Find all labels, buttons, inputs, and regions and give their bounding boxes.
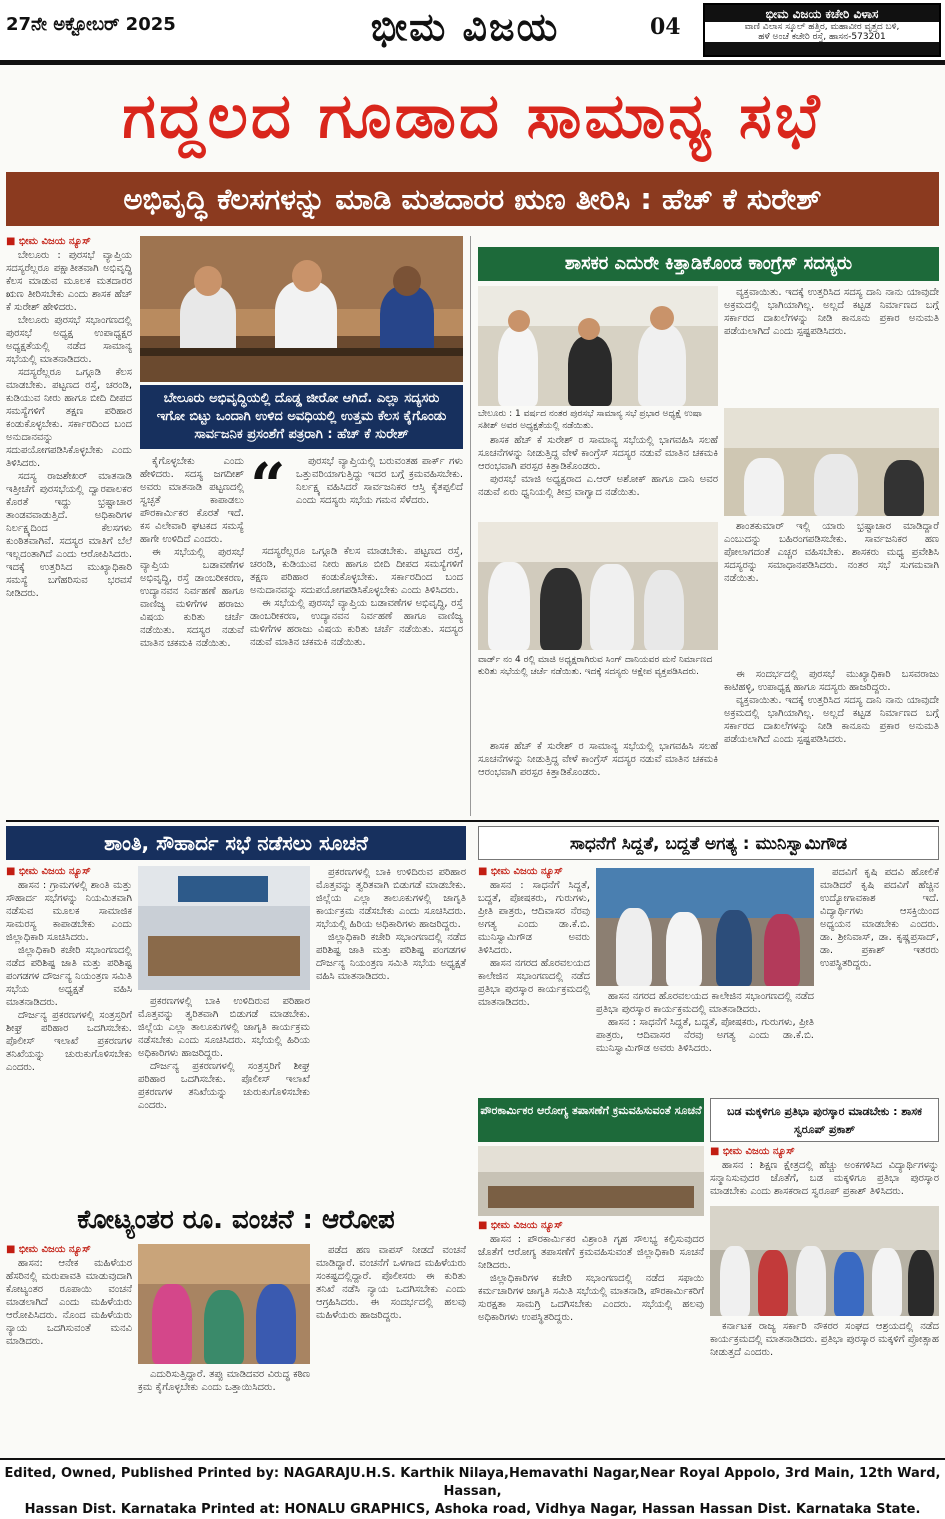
- story7-protest-photo: [138, 1244, 310, 1364]
- story3-para-2: ಜಿಲ್ಲಾಧಿಕಾರಿ ಕಚೇರಿ ಸಭಾಂಗಣದಲ್ಲಿ ನಡೆದ ಪರಿಶಿಷ್ಟ ಜಾತಿ ಮತ್ತು ಪರಿಶಿಷ್ಟ ಪಂಗಡಗಳ ದೌರ್ಜನ್ಯ ನಿಯಂತ್ರಣ ಸಮಿತಿ ಸಭೆಯ ಅಧ್ಯಕ್ಷತೆ ವಹಿಸಿ ಮಾತನಾಡಿದರು.: [6, 945, 132, 1008]
- story6-para-2: ಕರ್ನಾಟಕ ರಾಜ್ಯ ಸರ್ಕಾರಿ ನೌಕರರ ಸಂಘದ ಆಶ್ರಯದಲ್ಲಿ ನಡೆದ ಕಾರ್ಯಕ್ರಮದಲ್ಲಿ ಮಾತನಾಡಿದರು. ಪ್ರತಿಭಾ ಪುರಸ್ಕಾರ ಮಕ್ಕಳಿಗೆ ಪ್ರೋತ್ಸಾಹ ನೀಡುತ್ತದೆ ಎಂದರು.: [710, 1321, 939, 1358]
- story3-column-1: [6, 866, 132, 1186]
- story3-para-3: ದೌರ್ಜನ್ಯ ಪ್ರಕರಣಗಳಲ್ಲಿ ಸಂತ್ರಸ್ತರಿಗೆ ಶೀಘ್ರ ಪರಿಹಾರ ಒದಗಿಸಬೇಕು. ಪೊಲೀಸ್ ಇಲಾಖೆ ಪ್ರಕರಣಗಳ ತನಿಖೆಯನ್ನು ಚುರುಕುಗೊಳಿಸಬೇಕು ಎಂದರು.: [6, 1010, 132, 1073]
- office-address-box: [703, 3, 941, 57]
- story2-bottom-para: ಈ ಸಂದರ್ಭದಲ್ಲಿ ಪುರಸಭೆ ಮುಖ್ಯಾಧಿಕಾರಿ ಬಸವರಾಜು ಕಾಟಿಹಳ್ಳಿ, ಉಪಾಧ್ಯಕ್ಷ ಹಾಗೂ ಸದಸ್ಯರು ಹಾಜರಿದ್ದರು.: [724, 669, 939, 693]
- story4-column-2: [596, 990, 814, 1096]
- address-line-1: ವಾಣಿ ವಿಲಾಸ ಸ್ಕೂಲ್ ಹತ್ತಿರ, ಮಹಾವೀರ ವೃತ್ತದ ಬಳಿ,: [705, 22, 939, 32]
- story2-right-text-1: [724, 286, 939, 406]
- story7-column-2: [138, 1368, 310, 1454]
- story2-right-para-2: ಶಾಂತಕುಮಾರ್ ಇಲ್ಲಿ ಯಾರು ಭ್ರಷ್ಟಾಚಾರ ಮಾಡಿದ್ದಾರೆ ಎಂಬುದನ್ನು ಬಹಿರಂಗಪಡಿಸಬೇಕು. ಸಾರ್ವಜನಿಕರ ಹಣ ಪೋಲಾಗದಂತೆ ಎಚ್ಚರ ವಹಿಸಬೇಕು. ಶಾಸಕರು ಮಧ್ಯ ಪ್ರವೇಶಿಸಿ ಸದಸ್ಯರನ್ನು ಸಮಾಧಾನಪಡಿಸಿದರು. ನಂತರ ಸಭೆ ಸುಗಮವಾಗಿ ನಡೆಯಿತು.: [724, 521, 939, 584]
- story2-para-1: ಶಾಸಕ ಹೆಚ್ ಕೆ ಸುರೇಶ್ ರ ಸಾಮಾನ್ಯ ಸಭೆಯಲ್ಲಿ ಭಾಗವಹಿಸಿ ಸಲಹೆ ಸೂಚನೆಗಳನ್ನು ನೀಡುತ್ತಿದ್ದ ವೇಳೆ ಕಾಂಗ್ರೆಸ್ ಸದಸ್ಯರ ನಡುವೆ ಮಾತಿನ ಚಕಮಕಿ ಆರಂಭವಾಗಿ ಪರಸ್ಪರ ಕಿತ್ತಾಡಿಕೊಂಡರು.: [478, 435, 718, 472]
- story6-headline-band: ಬಡ ಮಕ್ಕಳಿಗೂ ಪ್ರತಿಭಾ ಪುರಸ್ಕಾರ ಮಾಡಬೇಕು : ಶಾಸಕ ಸ್ವರೂಪ್ ಪ್ರಕಾಶ್: [710, 1098, 939, 1142]
- main-headline: ಗದ್ದಲದ ಗೂಡಾದ ಸಾಮಾನ್ಯ ಸಭೆ: [122, 79, 823, 152]
- story4-right-para: ಪದವಿಗೆ ಕೃಷಿ ಪದವಿ ಹೋಲಿಕೆ ಮಾಡಿದರೆ ಕೃಷಿ ಪದವಿಗೆ ಹೆಚ್ಚಿನ ಉದ್ಯೋಗಾವಕಾಶ ಇದೆ. ವಿದ್ಯಾರ್ಥಿಗಳು ಆಸಕ್ತಿಯಿಂದ ಅಧ್ಯಯನ ಮಾಡಬೇಕು ಎಂದರು. ಡಾ. ಶ್ರೀನಿವಾಸ್, ಡಾ. ಕೃಷ್ಣಪ್ರಸಾದ್, ಡಾ. ಪ್ರಕಾಶ್ ಇತರರು ಉಪಸ್ಥಿತರಿದ್ದರು.: [820, 867, 939, 969]
- story1-para-2: ಬೇಲೂರು ಪುರಸಭೆ ಸಭಾಂಗಣದಲ್ಲಿ ಪುರಸಭೆ ಅಧ್ಯಕ್ಷ ಉಪಾಧ್ಯಕ್ಷರ ಅಧ್ಯಕ್ಷತೆಯಲ್ಲಿ ನಡೆದ ಸಾಮಾನ್ಯ ಸಭೆಯಲ್ಲಿ ಮಾತನಾಡಿದರು.: [6, 315, 132, 365]
- story6-text-2: [710, 1320, 939, 1454]
- story4-para-2: ಹಾಸನ ನಗರದ ಹೊರವಲಯದ ಕಾಲೇಜಿನ ಸಭಾಂಗಣದಲ್ಲಿ ನಡೆದ ಪ್ರತಿಭಾ ಪುರಸ್ಕಾರ ಕಾರ್ಯಕ್ರಮದಲ್ಲಿ ಮಾತನಾಡಿದರು.: [478, 958, 590, 1008]
- story2-para-2: ಪುರಸಭೆ ಮಾಜಿ ಅಧ್ಯಕ್ಷರಾದ ಎ.ಆರ್ ಅಶೋಕ್ ಹಾಗೂ ದಾನಿ ಅವರ ನಡುವೆ ಏರು ಧ್ವನಿಯಲ್ಲಿ ತೀವ್ರ ವಾಗ್ವಾದ ನಡೆಯಿತು.: [478, 474, 718, 498]
- story7-right-para: ಪಡೆದ ಹಣ ವಾಪಸ್ ನೀಡದೆ ವಂಚನೆ ಮಾಡಿದ್ದಾರೆ. ವಂಚನೆಗೆ ಒಳಗಾದ ಮಹಿಳೆಯರು ಸಂಕಷ್ಟದಲ್ಲಿದ್ದಾರೆ. ಪೊಲೀಸರು ಈ ಕುರಿತು ತನಿಖೆ ನಡೆಸಿ ನ್ಯಾಯ ಒದಗಿಸಬೇಕು ಎಂದು ಆಗ್ರಹಿಸಿದರು. ಈ ಸಂದರ್ಭದಲ್ಲಿ ಹಲವು ಮಹಿಳೆಯರು ಹಾಜರಿದ್ದರು.: [316, 1245, 466, 1321]
- newspaper-logo: [300, 4, 630, 50]
- story3-column-2: [138, 995, 310, 1185]
- story2-right-text-2: [724, 520, 939, 660]
- address-line-2: ಹಳೆ ಅಂಚೆ ಕಚೇರಿ ರಸ್ತೆ, ಹಾಸನ-573201: [705, 32, 939, 42]
- column-divider: [470, 236, 471, 816]
- story2-headline-band: ಶಾಸಕರ ಎದುರೇ ಕಿತ್ತಾಡಿಕೊಂಡ ಕಾಂಗ್ರೆಸ್ ಸದಸ್ಯರು: [478, 247, 939, 281]
- imprint-footer: [0, 1458, 945, 1517]
- quote-mark-icon: “: [250, 449, 286, 522]
- story4-column-1: [478, 866, 590, 1096]
- story4-col2-para: ಹಾಸನ ನಗರದ ಹೊರವಲಯದ ಕಾಲೇಜಿನ ಸಭಾಂಗಣದಲ್ಲಿ ನಡೆದ ಪ್ರತಿಭಾ ಪುರಸ್ಕಾರ ಕಾರ್ಯಕ್ರಮದಲ್ಲಿ ಮಾತನಾಡಿದರು.: [596, 991, 814, 1015]
- story1-col3-para: ಸದಸ್ಯರೆಲ್ಲರೂ ಒಗ್ಗೂಡಿ ಕೆಲಸ ಮಾಡಬೇಕು. ಪಟ್ಟಣದ ರಸ್ತೆ, ಚರಂಡಿ, ಕುಡಿಯುವ ನೀರು ಹಾಗೂ ಬೀದಿ ದೀಪದ ಸಮಸ್ಯೆಗಳಿಗೆ ತಕ್ಷಣ ಪರಿಹಾರ ಕಂಡುಕೊಳ್ಳಬೇಕು. ಸರ್ಕಾರದಿಂದ ಬಂದ ಅನುದಾನವನ್ನು ಸದುಪಯೋಗಪಡಿಸಿಕೊಳ್ಳಬೇಕು ಎಂದು ತಿಳಿಸಿದರು.: [250, 546, 463, 596]
- story6-text-1: [710, 1146, 939, 1204]
- story4-event-photo: [596, 868, 814, 986]
- story2-para-3: ಶಾಸಕ ಹೆಚ್ ಕೆ ಸುರೇಶ್ ರ ಸಾಮಾನ್ಯ ಸಭೆಯಲ್ಲಿ ಭಾಗವಹಿಸಿ ಸಲಹೆ ಸೂಚನೆಗಳನ್ನು ನೀಡುತ್ತಿದ್ದ ವೇಳೆ ಕಾಂಗ್ರೆಸ್ ಸದಸ್ಯರ ನಡುವೆ ಮಾತಿನ ಚಕಮಕಿ ಆರಂಭವಾಗಿ ಪರಸ್ಪರ ಕಿತ್ತಾಡಿಕೊಂಡರು.: [478, 741, 718, 778]
- logo-text: ಭೀಮ ವಿಜಯ: [370, 4, 560, 49]
- story5-text: [478, 1220, 704, 1454]
- story1-mid-para-1: ಕೈಗೊಳ್ಳಬೇಕು ಎಂದು ಹೇಳಿದರು. ಸದಸ್ಯ ಜಗದೀಶ್ ಅವರು ಮಾತನಾಡಿ ಪಟ್ಟಣದಲ್ಲಿ ಸ್ವಚ್ಛತೆ ಕಾಪಾಡಲು ಪೌರಕಾರ್ಮಿಕರ ಕೊರತೆ ಇದೆ. ಕಸ ವಿಲೇವಾರಿ ಘಟಕದ ಸಮಸ್ಯೆ ಹಾಗೇ ಉಳಿದಿದೆ ಎಂದರು.: [140, 456, 244, 545]
- story1-para-3: ಸದಸ್ಯರೆಲ್ಲರೂ ಒಗ್ಗೂಡಿ ಕೆಲಸ ಮಾಡಬೇಕು. ಪಟ್ಟಣದ ರಸ್ತೆ, ಚರಂಡಿ, ಕುಡಿಯುವ ನೀರು ಹಾಗೂ ಬೀದಿ ದೀಪದ ಸಮಸ್ಯೆಗಳಿಗೆ ತಕ್ಷಣ ಪರಿಹಾರ ಕಂಡುಕೊಳ್ಳಬೇಕು. ಸರ್ಕಾರದಿಂದ ಬಂದ ಅನುದಾನವನ್ನು ಸದುಪಯೋಗಪಡಿಸಿಕೊಳ್ಳಬೇಕು ಎಂದು ತಿಳಿಸಿದರು.: [6, 367, 132, 469]
- story5-headline-band: ಪೌರಕಾರ್ಮಿಕರ ಆರೋಗ್ಯ ತಪಾಸಣೆಗೆ ಕ್ರಮವಹಿಸುವಂತೆ ಸೂಚನೆ: [478, 1098, 704, 1142]
- story3-col2-para-b: ದೌರ್ಜನ್ಯ ಪ್ರಕರಣಗಳಲ್ಲಿ ಸಂತ್ರಸ್ತರಿಗೆ ಶೀಘ್ರ ಪರಿಹಾರ ಒದಗಿಸಬೇಕು. ಪೊಲೀಸ್ ಇಲಾಖೆ ಪ್ರಕರಣಗಳ ತನಿಖೆಯನ್ನು ಚುರುಕುಗೊಳಿಸಬೇಕು ಎಂದರು.: [138, 1061, 310, 1111]
- story1-mid-para-2: ಈ ಸಭೆಯಲ್ಲಿ ಪುರಸಭೆ ವ್ಯಾಪ್ತಿಯ ಬಡಾವಣೆಗಳ ಅಭಿವೃದ್ಧಿ, ರಸ್ತೆ ಡಾಂಬರೀಕರಣ, ಉದ್ಯಾನವನ ನಿರ್ವಹಣೆ ಹಾಗೂ ವಾಣಿಜ್ಯ ಮಳಿಗೆಗಳ ಹರಾಜು ವಿಷಯ ಕುರಿತು ಚರ್ಚೆ ನಡೆಯಿತು. ಸದಸ್ಯರ ನಡುವೆ ಮಾತಿನ ಚಕಮಕಿ ನಡೆಯಿತು.: [140, 547, 244, 649]
- story2-caption-2: ವಾರ್ಡ್ ನಂ 4 ರಲ್ಲಿ ಮಾಜಿ ಅಧ್ಯಕ್ಷರಾಗಿರುವ ಸಿಂಗ್ ದಾನಿಯವರ ಮನೆ ನಿರ್ಮಾಣದ ಕುರಿತು ಸಭೆಯಲ್ಲಿ ಚರ್ಚೆ ನಡೆಯಿತು. ಇದಕ್ಕೆ ಸದಸ್ಯರು ಆಕ್ಷೇಪ ವ್ಯಕ್ತಪಡಿಸಿದರು.: [478, 655, 713, 677]
- story2-text-2: [478, 740, 718, 816]
- story1-para-1: ಬೇಲೂರು : ಪುರಸಭೆ ವ್ಯಾಪ್ತಿಯ ಸದಸ್ಯರೆಲ್ಲರೂ ಪಕ್ಷಾತೀತವಾಗಿ ಅಭಿವೃದ್ಧಿ ಕೆಲಸ ಮಾಡುವ ಮೂಲಕ ಮತದಾರರ ಋಣ ತೀರಿಸಬೇಕು ಎಂದು ಶಾಸಕ ಹೆಚ್ ಕೆ ಸುರೇಶ್ ಹೇಳಿದರು.: [6, 250, 132, 313]
- story3-para-1: ಹಾಸನ : ಗ್ರಾಮಗಳಲ್ಲಿ ಶಾಂತಿ ಮತ್ತು ಸೌಹಾರ್ದ ಸಭೆಗಳನ್ನು ನಿಯಮಿತವಾಗಿ ನಡೆಸುವ ಮೂಲಕ ಸಾಮಾಜಿಕ ಸಾಮರಸ್ಯ ಕಾಪಾಡಬೇಕು ಎಂದು ಜಿಲ್ಲಾಧಿಕಾರಿ ಸೂಚಿಸಿದರು.: [6, 880, 132, 943]
- page-number: 04: [650, 14, 681, 40]
- story4-col2-para-b: ಹಾಸನ : ಸಾಧನೆಗೆ ಸಿದ್ದತೆ, ಬದ್ದತೆ, ಪೋಷಕರು, ಗುರುಗಳು, ಪ್ರೀತಿ ಪಾತ್ರರು, ಆದಿವಾಸರ ನೆರವು ಅಗತ್ಯ ಎಂದು ಡಾ.ಕೆ.ಬಿ. ಮುನಿಸ್ವಾಮಿಗೌಡ ಅವರು ತಿಳಿಸಿದರು.: [596, 1017, 814, 1054]
- story5-meeting-photo: [478, 1146, 704, 1216]
- story3-headline-band: ಶಾಂತಿ, ಸೌಹಾರ್ದ ಸಭೆ ನಡೆಸಲು ಸೂಚನೆ: [6, 826, 466, 860]
- story3-meeting-photo: [138, 866, 310, 990]
- story2-bottom-text: [724, 668, 939, 816]
- story2-bottom-para-b: ವ್ಯಕ್ತವಾಯಿತು. ಇದಕ್ಕೆ ಉತ್ತರಿಸಿದ ಸದಸ್ಯ ದಾನಿ ನಾನು ಯಾವುದೇ ಅಕ್ರಮದಲ್ಲಿ ಭಾಗಿಯಾಗಿಲ್ಲ. ಅಲ್ಲದೆ ಕಟ್ಟಡ ನಿರ್ಮಾಣದ ಬಗ್ಗೆ ಸರ್ಕಾರದ ದಾಖಲೆಗಳನ್ನು ನೀಡಿ ಕಾನೂನು ಪ್ರಕಾರ ಅನುಮತಿ ಪಡೆಯಲಾಗಿದೆ ಎಂದು ಸ್ಪಷ್ಟಪಡಿಸಿದರು.: [724, 695, 939, 745]
- story3-col3-para-b: ಜಿಲ್ಲಾಧಿಕಾರಿ ಕಚೇರಿ ಸಭಾಂಗಣದಲ್ಲಿ ನಡೆದ ಪರಿಶಿಷ್ಟ ಜಾತಿ ಮತ್ತು ಪರಿಶಿಷ್ಟ ಪಂಗಡಗಳ ದೌರ್ಜನ್ಯ ನಿಯಂತ್ರಣ ಸಮಿತಿ ಸಭೆಯ ಅಧ್ಯಕ್ಷತೆ ವಹಿಸಿ ಮಾತನಾಡಿದರು.: [316, 932, 466, 982]
- story7-headline: ಕೋಟ್ಯಂತರ ರೂ. ವಂಚನೆ : ಆರೋಪ: [77, 1205, 395, 1235]
- story7-column-1: [6, 1244, 132, 1454]
- story1-pullquote-text: [296, 455, 463, 540]
- sub-headline: ಅಭಿವೃದ್ಧಿ ಕೆಲಸಗಳನ್ನು ಮಾಡಿ ಮತದಾರರ ಋಣ ತೀರಿಸಿ : ಹೆಚ್ ಕೆ ಸುರೇಶ್: [6, 172, 939, 226]
- story6-group-photo: [710, 1206, 939, 1316]
- masthead: [0, 0, 945, 62]
- story4-para-1: ಹಾಸನ : ಸಾಧನೆಗೆ ಸಿದ್ದತೆ, ಬದ್ದತೆ, ಪೋಷಕರು, ಗುರುಗಳು, ಪ್ರೀತಿ ಪಾತ್ರರು, ಆದಿವಾಸರ ನೆರವು ಅಗತ್ಯ ಎಂದು ಡಾ.ಕೆ.ಬಿ. ಮುನಿಸ್ವಾಮಿಗೌಡ ಅವರು ತಿಳಿಸಿದರು.: [478, 880, 590, 956]
- story1-column-3: [250, 545, 463, 815]
- masthead-rule: [0, 60, 945, 65]
- story2-text-1: [478, 434, 718, 520]
- story3-col2-para: ಪ್ರಕರಣಗಳಲ್ಲಿ ಬಾಕಿ ಉಳಿದಿರುವ ಪರಿಹಾರ ಮೊತ್ತವನ್ನು ತ್ವರಿತವಾಗಿ ಬಿಡುಗಡೆ ಮಾಡಬೇಕು. ಜಿಲ್ಲೆಯ ಎಲ್ಲಾ ತಾಲೂಕುಗಳಲ್ಲಿ ಜಾಗೃತಿ ಕಾರ್ಯಕ್ರಮ ನಡೆಸಬೇಕು ಎಂದು ಸೂಚಿಸಿದರು. ಸಭೆಯಲ್ಲಿ ಹಿರಿಯ ಅಧಿಕಾರಿಗಳು ಹಾಜರಿದ್ದರು.: [138, 996, 310, 1059]
- story6-para-1: ಹಾಸನ : ಶಿಕ್ಷಣ ಕ್ಷೇತ್ರದಲ್ಲಿ ಹೆಚ್ಚು ಅಂಕಗಳಿಸಿದ ವಿದ್ಯಾರ್ಥಿಗಳನ್ನು ಸನ್ಮಾನಿಸುವುದರ ಜೊತೆಗೆ, ಬಡ ಮಕ್ಕಳಿಗೂ ಪ್ರತಿಭಾ ಪುರಸ್ಕಾರ ಮಾಡಬೇಕು ಎಂದು ಶಾಸಕರಾದ ಸ್ವರೂಪ್ ಪ್ರಕಾಶ್ ತಿಳಿಸಿದರು.: [710, 1160, 939, 1197]
- story2-photo-3: [478, 522, 718, 650]
- section-rule: [6, 820, 939, 822]
- address-title: ಭೀಮ ವಿಜಯ ಕಚೇರಿ ವಿಳಾಸ: [765, 7, 879, 21]
- story6-byline: ■ ಭೀಮ ವಿಜಯ ನ್ಯೂಸ್: [710, 1146, 795, 1157]
- story7-column-3: [316, 1244, 466, 1454]
- story1-highlight-quote: ಬೇಲೂರು ಅಭಿವೃದ್ಧಿಯಲ್ಲಿ ದೊಡ್ಡ ಜೀರೋ ಆಗಿದೆ. ಎಲ್ಲಾ ಸದ್ಯಸರು ಇಗೋ ಬಿಟ್ಟು ಒಂದಾಗಿ ಉಳಿದ ಅವಧಿಯಲ್ಲಿ ಉತ್ತಮ ಕೆಲಸ ಕೈಗೊಂಡು ಸಾರ್ವಜನಿಕ ಪ್ರಸಂಶೆಗೆ ಪತ್ರರಾಗಿ : ಹೆಚ್ ಕೆ ಸುರೇಶ್: [140, 385, 463, 449]
- story2-right-para-1: ವ್ಯಕ್ತವಾಯಿತು. ಇದಕ್ಕೆ ಉತ್ತರಿಸಿದ ಸದಸ್ಯ ದಾನಿ ನಾನು ಯಾವುದೇ ಅಕ್ರಮದಲ್ಲಿ ಭಾಗಿಯಾಗಿಲ್ಲ. ಅಲ್ಲದೆ ಕಟ್ಟಡ ನಿರ್ಮಾಣದ ಬಗ್ಗೆ ಸರ್ಕಾರದ ದಾಖಲೆಗಳನ್ನು ನೀಡಿ ಕಾನೂನು ಪ್ರಕಾರ ಅನುಮತಿ ಪಡೆಯಲಾಗಿದೆ ಎಂದು ಸ್ಪಷ್ಟಪಡಿಸಿದರು.: [724, 287, 939, 337]
- story2-caption-1: ಬೇಲೂರು : 1 ವರ್ಷದ ನಂತರ ಪುರಸಭೆ ಸಾಮಾನ್ಯ ಸಭೆ ಪ್ರಭಾರ ಅಧ್ಯಕ್ಷೆ ಉಷಾ ಸತೀಶ್ ಅವರ ಅಧ್ಯಕ್ಷತೆಯಲ್ಲಿ ನಡೆಯಿತು.: [478, 409, 702, 431]
- imprint-line-1: Edited, Owned, Published Printed by: NAGARAJU.H.S. Karthik Nilaya,Hemavathi Nagar,Near Royal Appolo, 3rd Main, 12th Ward, Hassan,: [4, 1466, 941, 1499]
- story3-byline: ■ ಭೀಮ ವಿಜಯ ನ್ಯೂಸ್: [6, 866, 91, 877]
- story1-column-1: [6, 236, 132, 816]
- story4-column-3: [820, 866, 939, 1096]
- story7-caption: ಎದುರಿಸುತ್ತಿದ್ದಾರೆ. ತಪ್ಪು ಮಾಡಿದವರ ವಿರುದ್ಧ ಕಠಿಣ ಕ್ರಮ ಕೈಗೊಳ್ಳಬೇಕು ಎಂದು ಒತ್ತಾಯಿಸಿದರು.: [138, 1369, 310, 1393]
- story3-column-3: [316, 866, 466, 1186]
- story5-para-1: ಹಾಸನ : ಪೌರಕಾರ್ಮಿಕರ ವಿಶ್ರಾಂತಿ ಗೃಹ ಸೌಲಭ್ಯ ಕಲ್ಪಿಸುವುದರ ಜೊತೆಗೆ ಆರೋಗ್ಯ ತಪಾಸಣೆಗೆ ಕ್ರಮವಹಿಸುವಂತೆ ಜಿಲ್ಲಾಧಿಕಾರಿ ಸೂಚನೆ ನೀಡಿದರು.: [478, 1234, 704, 1271]
- story7-para-1: ಹಾಸನ: ಆನೇಕ ಮಹಿಳೆಯರ ಹೆಸರಿನಲ್ಲಿ ಮರುಪಾವತಿ ಮಾಡುವುದಾಗಿ ಕೋಟ್ಯಂತರ ರೂಪಾಯಿ ವಂಚನೆ ಮಾಡಲಾಗಿದೆ ಎಂದು ಮಹಿಳೆಯರು ಆರೋಪಿಸಿದರು. ನೊಂದ ಮಹಿಳೆಯರು ನ್ಯಾಯ ಒದಗಿಸುವಂತೆ ಮನವಿ ಮಾಡಿದರು.: [6, 1258, 132, 1347]
- story1-col3-para-b: ಈ ಸಭೆಯಲ್ಲಿ ಪುರಸಭೆ ವ್ಯಾಪ್ತಿಯ ಬಡಾವಣೆಗಳ ಅಭಿವೃದ್ಧಿ, ರಸ್ತೆ ಡಾಂಬರೀಕರಣ, ಉದ್ಯಾನವನ ನಿರ್ವಹಣೆ ಹಾಗೂ ವಾಣಿಜ್ಯ ಮಳಿಗೆಗಳ ಹರಾಜು ವಿಷಯ ಕುರಿತು ಚರ್ಚೆ ನಡೆಯಿತು. ಸದಸ್ಯರ ನಡುವೆ ಮಾತಿನ ಚಕಮಕಿ ನಡೆಯಿತು.: [250, 598, 463, 648]
- story2-photo-1: [478, 286, 718, 406]
- story5-para-2: ಜಿಲ್ಲಾಧಿಕಾರಿಗಳ ಕಚೇರಿ ಸಭಾಂಗಣದಲ್ಲಿ ನಡೆದ ಸಫಾಯಿ ಕರ್ಮಚಾರಿಗಳ ಜಾಗೃತಿ ಸಮಿತಿ ಸಭೆಯಲ್ಲಿ ಮಾತನಾಡಿ, ಪೌರಕಾರ್ಮಿಕರಿಗೆ ಸುರಕ್ಷತಾ ಸಾಮಗ್ರಿ ಒದಗಿಸಬೇಕು ಎಂದರು. ಸಭೆಯಲ್ಲಿ ಹಲವು ಅಧಿಕಾರಿಗಳು ಉಪಸ್ಥಿತರಿದ್ದರು.: [478, 1273, 704, 1323]
- story3-col3-para: ಪ್ರಕರಣಗಳಲ್ಲಿ ಬಾಕಿ ಉಳಿದಿರುವ ಪರಿಹಾರ ಮೊತ್ತವನ್ನು ತ್ವರಿತವಾಗಿ ಬಿಡುಗಡೆ ಮಾಡಬೇಕು. ಜಿಲ್ಲೆಯ ಎಲ್ಲಾ ತಾಲೂಕುಗಳಲ್ಲಿ ಜಾಗೃತಿ ಕಾರ್ಯಕ್ರಮ ನಡೆಸಬೇಕು ಎಂದು ಸೂಚಿಸಿದರು. ಸಭೆಯಲ್ಲಿ ಹಿರಿಯ ಅಧಿಕಾರಿಗಳು ಹಾಜರಿದ್ದರು.: [316, 867, 466, 930]
- story1-para-4: ಸದಸ್ಯ ರಾಜಶೇಖರ್ ಮಾತನಾಡಿ ಇತ್ತೀಚೆಗೆ ಪುರಸಭೆಯಲ್ಲಿ ದ್ವಾರಪಾಲಕರ ಕೊರತೆ ಇದ್ದು ಭ್ರಷ್ಟಾಚಾರ ತಾಂಡವವಾಡುತ್ತಿದೆ. ಅಧಿಕಾರಿಗಳ ನಿರ್ಲಕ್ಷ್ಯದಿಂದ ಕೆಲಸಗಳು ಕುಂಠಿತವಾಗಿವೆ. ಸದಸ್ಯರ ಮಾತಿಗೆ ಬೆಲೆ ಇಲ್ಲದಂತಾಗಿದೆ ಎಂದು ಆರೋಪಿಸಿದರು. ಇದಕ್ಕೆ ಉತ್ತರಿಸಿದ ಮುಖ್ಯಾಧಿಕಾರಿ ಸಮಸ್ಯೆ ಬಗೆಹರಿಸುವ ಭರವಸೆ ನೀಡಿದರು.: [6, 471, 132, 599]
- story1-column-2: [140, 455, 244, 815]
- story2-photo-2: [724, 408, 939, 516]
- imprint-line-2: Hassan Dist. Karnataka Printed at: HONALU GRAPHICS, Ashoka road, Vidhya Nagar, Hassan Hassan Dist. Karnataka State.: [24, 1502, 921, 1517]
- story7-byline: ■ ಭೀಮ ವಿಜಯ ನ್ಯೂಸ್: [6, 1244, 91, 1255]
- story5-byline: ■ ಭೀಮ ವಿಜಯ ನ್ಯೂಸ್: [478, 1220, 563, 1231]
- story1-pullquote: ಪುರಸಭೆ ವ್ಯಾಪ್ತಿಯಲ್ಲಿ ಬರುವಂತಹ ಪಾರ್ಕ್ ಗಳು ಒತ್ತುವರಿಯಾಗುತ್ತಿದ್ದು ಇದರ ಬಗ್ಗೆ ಕ್ರಮವಹಿಸಬೇಕು. ನಿರ್ಲಕ್ಷ್ಯ ವಹಿಸಿದರೆ ಸಾರ್ವಜನಿಕರ ಆಸ್ತಿ ಕೈತಪ್ಪಲಿದೆ ಎಂದು ಸದಸ್ಯರು ಸಭೆಯ ಗಮನ ಸೆಳೆದರು.: [296, 456, 463, 506]
- story1-byline: ■ ಭೀಮ ವಿಜಯ ನ್ಯೂಸ್: [6, 236, 91, 247]
- story4-headline-band: ಸಾಧನೆಗೆ ಸಿದ್ದತೆ, ಬದ್ದತೆ ಅಗತ್ಯ : ಮುನಿಸ್ವಾಮಿಗೌಡ: [478, 826, 939, 860]
- story4-byline: ■ ಭೀಮ ವಿಜಯ ನ್ಯೂಸ್: [478, 866, 563, 877]
- issue-date: 27ನೇ ಅಕ್ಟೋಬರ್ 2025: [6, 14, 176, 35]
- story1-meeting-photo: [140, 236, 463, 382]
